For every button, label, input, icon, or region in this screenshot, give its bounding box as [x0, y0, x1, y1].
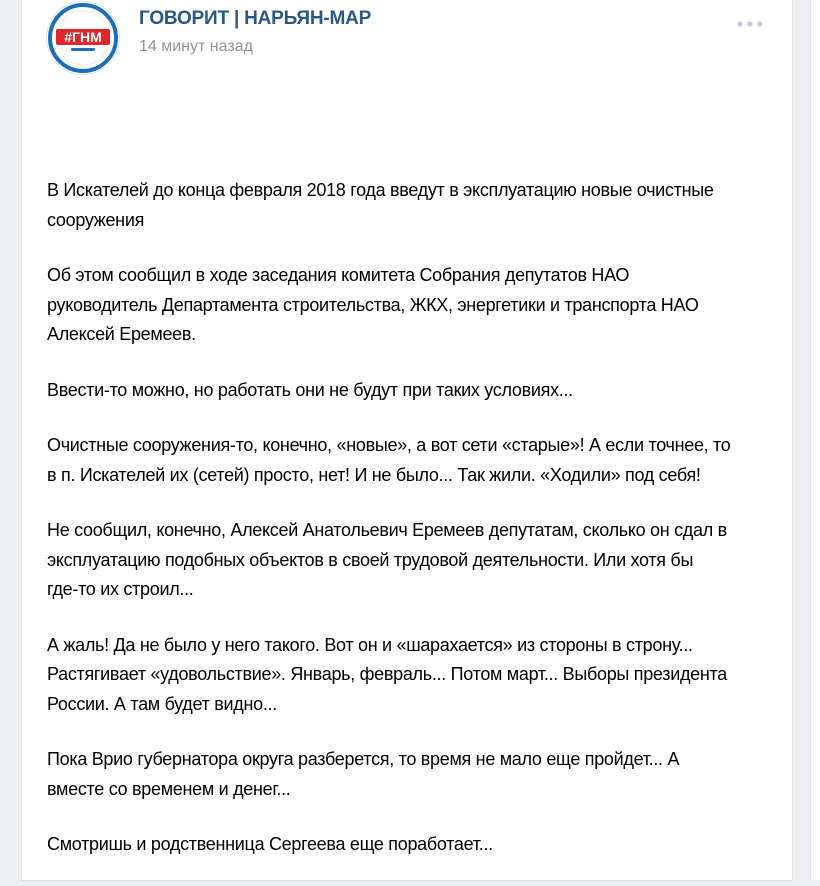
community-logo	[47, 2, 119, 74]
post-paragraph: В Искателей до конца февраля 2018 года введут в эксплуатацию новые очистные сооружения	[47, 180, 714, 230]
post-paragraph: Пока Врио губернатора округа разберется, то время не мало еще пройдет... А вместе со временем и денег...	[47, 749, 680, 799]
post-paragraph: Не сообщил, конечно, Алексей Анатольевич Еремеев депутатам, сколько он сдал в эксплуатацию подобных объектов в своей трудовой деятельности. Или хотя бы где-то их строил...	[47, 520, 727, 599]
post-header	[22, 0, 792, 80]
community-name-link[interactable]: ГОВОРИТ | НАРЬЯН-МАР	[139, 8, 372, 29]
post-paragraph: Смотришь и родственница Сергеева еще поработает...	[47, 834, 493, 854]
post-text	[47, 176, 777, 886]
side-panel-edge	[810, 0, 820, 880]
avatar-logo-text: #ГНМ	[64, 29, 102, 45]
post-paragraph: Ввести-то можно, но работать они не будут при таких условиях...	[47, 379, 573, 400]
post-paragraph: Об этом сообщил в ходе заседания комитета Собрания депутатов НАО руководитель Департамента строительства, ЖКХ, энергетики и транспорта НАО Алексей Еремеев.	[47, 265, 699, 344]
more-horizontal-icon[interactable]	[733, 14, 769, 34]
post-card	[22, 0, 792, 880]
community-avatar[interactable]	[47, 2, 119, 74]
post-paragraph: Очистные сооружения-то, конечно, «новые», а вот сети «старые»! А если точнее, то в п. Искателей их (сетей) просто, нет! И не было... Так жили. «Ходили» под себя!	[47, 435, 731, 485]
post-paragraph: А жаль! Да не было у него такого. Вот он и «шарахается» из стороны в строну... Растягивает «удовольствие». Январь, февраль... Потом март... Выборы президента России. А там будет видно...	[47, 634, 727, 714]
post-timestamp[interactable]: 14 минут назад	[139, 38, 253, 55]
